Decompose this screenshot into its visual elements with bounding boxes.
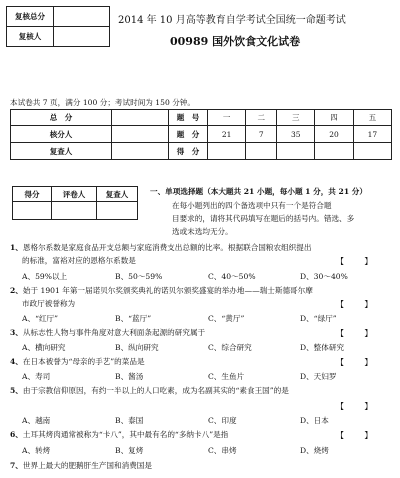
obtained-cell[interactable]	[208, 143, 246, 160]
question-5	[10, 386, 289, 396]
section-label: 四	[315, 110, 353, 126]
option-a: A、越南	[22, 416, 51, 425]
section-points: 20	[315, 126, 353, 143]
question-number: 6、	[10, 430, 23, 439]
question-number: 5、	[10, 386, 23, 395]
points-label: 题 分	[169, 126, 208, 143]
option-d: D、日本	[300, 416, 329, 425]
score-table	[10, 109, 392, 160]
option-a: A、转烤	[22, 446, 51, 455]
grading-reviewer-label: 复查人	[97, 187, 138, 202]
option-a: A、横向研究	[22, 343, 66, 352]
course-name: 国外饮食文化试卷	[212, 35, 301, 48]
section-label: 五	[353, 110, 391, 126]
question-number: 4、	[10, 357, 23, 366]
section-points: 35	[277, 126, 315, 143]
section-instruction: 在每小题列出的四个备选项中只有一个是符合题	[172, 201, 332, 210]
section-points: 21	[208, 126, 246, 143]
answer-bracket[interactable]: 【 】	[336, 300, 373, 309]
option-c: C、生鱼片	[208, 372, 245, 381]
grading-score-label: 得分	[13, 187, 52, 202]
question-text: 在日本被誉为“母亲的手艺”的菜品是	[22, 357, 145, 366]
exam-header-line: 2014 年 10 月高等教育自学考试全国统一命题考试	[118, 15, 346, 26]
question-6	[10, 430, 228, 440]
section-label: 三	[277, 110, 315, 126]
question-text: 世界上最大的肥鹅肝生产国和消费国是	[22, 461, 152, 470]
answer-bracket[interactable]: 【 】	[336, 431, 373, 440]
section-label: 二	[246, 110, 277, 126]
option-c: C、综合研究	[208, 343, 252, 352]
review-box	[6, 6, 110, 47]
obtained-cell[interactable]	[353, 143, 391, 160]
grading-marker-cell[interactable]	[52, 202, 97, 220]
question-text-cont: 的标准，富裕对应的恩格尔系数是	[22, 256, 136, 265]
option-d: D、整体研究	[300, 343, 345, 352]
question-text: 由于宗教信仰原因，有约一半以上的人口吃素，成为名副其实的“素食王国”的是	[22, 386, 289, 395]
total-score-label: 总 分	[11, 110, 112, 126]
answer-bracket[interactable]: 【 】	[336, 257, 373, 266]
review-total-label: 复核总分	[7, 7, 54, 27]
question-text: 土耳其烤肉通常被称为“卡八”，其中最有名的“多纳卡八”是指	[22, 430, 229, 439]
reviewer-label: 复查人	[11, 143, 112, 160]
option-b: B、“蓝厅”	[115, 314, 152, 323]
option-b: B、泰国	[115, 416, 144, 425]
option-b: B、纵向研究	[115, 343, 159, 352]
obtained-label: 得 分	[169, 143, 208, 160]
question-number-label: 题 号	[169, 110, 208, 126]
question-number: 7、	[10, 461, 23, 470]
option-d: D、“绿厅”	[300, 314, 337, 323]
option-a: A、寿司	[22, 372, 51, 381]
option-c: C、40～50%	[208, 272, 256, 281]
review-person-label: 复核人	[7, 27, 54, 47]
exam-info: 本试卷共 7 页，满分 100 分；考试时间为 150 分钟。	[10, 98, 195, 107]
obtained-cell[interactable]	[246, 143, 277, 160]
course-code: 00989	[170, 35, 209, 48]
review-person-cell[interactable]	[54, 27, 110, 47]
option-a: A、“红厅”	[22, 314, 59, 323]
obtained-cell[interactable]	[315, 143, 353, 160]
grading-marker-label: 评卷人	[52, 187, 97, 202]
total-score-cell[interactable]	[112, 110, 169, 126]
grading-table	[12, 186, 138, 220]
section-title: 一、单项选择题（本大题共 21 小题，每小题 1 分，共 21 分）	[150, 187, 367, 196]
checker-label: 核分人	[11, 126, 112, 143]
reviewer-cell[interactable]	[112, 143, 169, 160]
question-text-cont: 市政厅被誉称为	[22, 299, 76, 308]
section-label: 一	[208, 110, 246, 126]
option-b: B、复烤	[115, 446, 144, 455]
option-d: D、天妇罗	[300, 372, 337, 381]
question-3	[10, 328, 205, 338]
option-d: D、30～40%	[300, 272, 348, 281]
question-text: 恩格尔系数是家庭食品开支总额与家庭消费支出总额的比率。根据联合国粮农组织提出	[22, 243, 312, 252]
option-d: D、烧烤	[300, 446, 329, 455]
section-points: 17	[353, 126, 391, 143]
option-b: B、酱汤	[115, 372, 144, 381]
option-b: B、50～59%	[115, 272, 163, 281]
grading-score-cell[interactable]	[13, 202, 52, 220]
question-number: 3、	[10, 328, 23, 337]
section-instruction: 目要求的，请将其代码填写在题后的括号内。错选、多	[172, 214, 355, 223]
grading-reviewer-cell[interactable]	[97, 202, 138, 220]
question-text: 始于 1901 年第一届诺贝尔奖颁奖典礼的诺贝尔颁奖盛宴的举办地——瑞士斯德哥尔摩	[22, 286, 313, 295]
option-c: C、“黄厅”	[208, 314, 245, 323]
option-c: C、串烤	[208, 446, 237, 455]
question-7	[10, 461, 152, 471]
question-1	[10, 243, 311, 253]
answer-bracket[interactable]: 【 】	[336, 358, 373, 367]
section-points: 7	[246, 126, 277, 143]
question-text: 从标志性人物与事件角度对意大利面条起源的研究属于	[22, 328, 206, 337]
section-instruction: 选或未选均无分。	[172, 227, 233, 236]
question-number: 1、	[10, 243, 23, 252]
question-number: 2、	[10, 286, 23, 295]
question-4	[10, 357, 145, 367]
exam-title	[170, 33, 300, 49]
option-a: A、59%以上	[22, 272, 68, 281]
review-total-cell[interactable]	[54, 7, 110, 27]
answer-bracket[interactable]: 【 】	[336, 402, 373, 411]
checker-cell[interactable]	[112, 126, 169, 143]
option-c: C、印度	[208, 416, 237, 425]
obtained-cell[interactable]	[277, 143, 315, 160]
answer-bracket[interactable]: 【 】	[336, 329, 373, 338]
question-2	[10, 286, 313, 296]
